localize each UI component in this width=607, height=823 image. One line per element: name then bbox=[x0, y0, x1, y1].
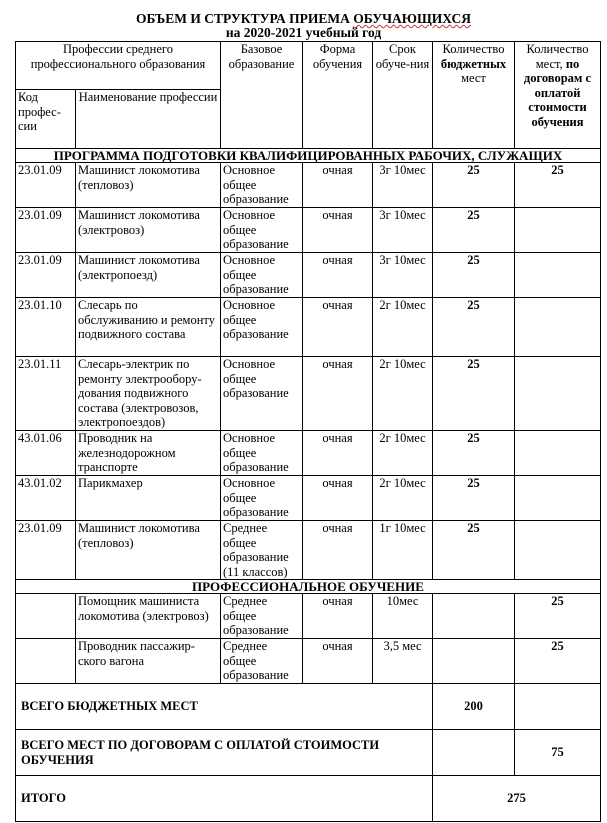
cell-budget: 25 bbox=[433, 208, 515, 253]
cell-name: Машинист локомотива (электровоз) bbox=[76, 208, 221, 253]
section-professional-row bbox=[16, 580, 601, 594]
cell-code: 23.01.09 bbox=[16, 253, 76, 298]
cell-paid bbox=[515, 253, 601, 298]
section-qualified-row bbox=[16, 149, 601, 163]
total-paid-row bbox=[16, 730, 601, 776]
table-row bbox=[16, 163, 601, 208]
title-part-2: ОБУЧАЮЩИХСЯ bbox=[353, 11, 472, 26]
cell-budget: 25 bbox=[433, 431, 515, 476]
cell-code bbox=[16, 594, 76, 639]
cell-paid bbox=[515, 298, 601, 357]
cell-budget bbox=[433, 594, 515, 639]
cell-budget bbox=[433, 639, 515, 684]
document-title bbox=[0, 12, 607, 26]
cell-code: 23.01.09 bbox=[16, 163, 76, 208]
total-overall-row-value: 275 bbox=[433, 776, 601, 822]
cell-base: Основное общее образование bbox=[221, 208, 303, 253]
header-base-education: Базовое образование bbox=[221, 42, 303, 149]
cell-budget: 25 bbox=[433, 357, 515, 431]
cell-form: очная bbox=[303, 208, 373, 253]
table-row bbox=[16, 357, 601, 431]
cell-base: Среднее общее образование bbox=[221, 594, 303, 639]
cell-name: Слесарь по обслуживанию и ремонту подвижного состава bbox=[76, 298, 221, 357]
cell-budget: 25 bbox=[433, 298, 515, 357]
total-paid-row-value: 75 bbox=[515, 730, 601, 776]
total-overall-row bbox=[16, 776, 601, 822]
cell-term: 3г 10мес bbox=[373, 208, 433, 253]
total-overall-row-label: ИТОГО bbox=[16, 776, 433, 822]
header-paid-places bbox=[515, 42, 601, 149]
table-row bbox=[16, 208, 601, 253]
cell-code: 23.01.09 bbox=[16, 208, 76, 253]
cell-form: очная bbox=[303, 476, 373, 521]
cell-paid bbox=[515, 208, 601, 253]
cell-base: Основное общее образование bbox=[221, 431, 303, 476]
cell-paid bbox=[515, 431, 601, 476]
cell-paid bbox=[515, 521, 601, 580]
cell-name: Проводник на железнодорожном транспорте bbox=[76, 431, 221, 476]
header-name: Наименование профессии bbox=[76, 90, 221, 149]
total-budget-row bbox=[16, 684, 601, 730]
cell-code bbox=[16, 639, 76, 684]
cell-name: Парикмахер bbox=[76, 476, 221, 521]
cell-term: 3г 10мес bbox=[373, 163, 433, 208]
cell-base: Основное общее образование bbox=[221, 298, 303, 357]
header-budget-part-1: Количество bbox=[442, 42, 505, 56]
table-row bbox=[16, 253, 601, 298]
table-row bbox=[16, 476, 601, 521]
cell-term: 10мес bbox=[373, 594, 433, 639]
cell-paid bbox=[515, 357, 601, 431]
header-code: Код профес-сии bbox=[16, 90, 76, 149]
cell-budget: 25 bbox=[433, 521, 515, 580]
total-budget-row-value bbox=[515, 684, 601, 730]
cell-code: 23.01.09 bbox=[16, 521, 76, 580]
header-professions-group: Профессии среднего профессионального образования bbox=[16, 42, 221, 90]
cell-form: очная bbox=[303, 253, 373, 298]
cell-code: 23.01.11 bbox=[16, 357, 76, 431]
cell-paid: 25 bbox=[515, 163, 601, 208]
header-budget-part-3: мест bbox=[461, 71, 486, 85]
header-row-top bbox=[16, 42, 601, 90]
cell-form: очная bbox=[303, 298, 373, 357]
cell-form: очная bbox=[303, 357, 373, 431]
header-study-form: Форма обучения bbox=[303, 42, 373, 149]
cell-code: 43.01.06 bbox=[16, 431, 76, 476]
cell-name: Слесарь-электрик по ремонту электрообору-дования подвижного состава (электровозов, электропоездов) bbox=[76, 357, 221, 431]
header-budget-places bbox=[433, 42, 515, 149]
table-row bbox=[16, 639, 601, 684]
cell-base: Основное общее образование bbox=[221, 476, 303, 521]
cell-form: очная bbox=[303, 639, 373, 684]
document-subtitle: на 2020-2021 учебный год bbox=[225, 25, 382, 40]
total-budget-row-label: ВСЕГО БЮДЖЕТНЫХ МЕСТ bbox=[16, 684, 433, 730]
cell-base: Основное общее образование bbox=[221, 357, 303, 431]
cell-term: 3г 10мес bbox=[373, 253, 433, 298]
header-budget-part-2: бюджетных bbox=[440, 56, 507, 71]
cell-name: Машинист локомотива (тепловоз) bbox=[76, 521, 221, 580]
cell-name: Проводник пассажир-ского вагона bbox=[76, 639, 221, 684]
header-paid-part-2: по договорам с оплатой стоимости обучения bbox=[523, 56, 592, 129]
cell-term: 3,5 мес bbox=[373, 639, 433, 684]
cell-code: 43.01.02 bbox=[16, 476, 76, 521]
title-part-1: ОБЪЕМ И СТРУКТУРА ПРИЕМА bbox=[135, 11, 354, 26]
header-study-term: Срок обуче-ния bbox=[373, 42, 433, 149]
cell-paid: 25 bbox=[515, 594, 601, 639]
cell-term: 2г 10мес bbox=[373, 298, 433, 357]
cell-budget: 25 bbox=[433, 476, 515, 521]
total-paid-row-value bbox=[433, 730, 515, 776]
table-row bbox=[16, 431, 601, 476]
section-qualified-title: ПРОГРАММА ПОДГОТОВКИ КВАЛИФИЦИРОВАННЫХ РАБОЧИХ, СЛУЖАЩИХ bbox=[16, 149, 601, 163]
cell-paid bbox=[515, 476, 601, 521]
cell-base: Среднее общее образование (11 классов) bbox=[221, 521, 303, 580]
total-paid-row-label: ВСЕГО МЕСТ ПО ДОГОВОРАМ С ОПЛАТОЙ СТОИМОСТИ ОБУЧЕНИЯ bbox=[16, 730, 433, 776]
cell-base: Среднее общее образование bbox=[221, 639, 303, 684]
section-professional-title: ПРОФЕССИОНАЛЬНОЕ ОБУЧЕНИЕ bbox=[16, 580, 601, 594]
cell-name: Машинист локомотива (тепловоз) bbox=[76, 163, 221, 208]
cell-term: 2г 10мес bbox=[373, 476, 433, 521]
cell-form: очная bbox=[303, 163, 373, 208]
cell-form: очная bbox=[303, 594, 373, 639]
cell-form: очная bbox=[303, 521, 373, 580]
cell-name: Помощник машиниста локомотива (электровоз) bbox=[76, 594, 221, 639]
cell-name: Машинист локомотива (электропоезд) bbox=[76, 253, 221, 298]
cell-code: 23.01.10 bbox=[16, 298, 76, 357]
cell-term: 1г 10мес bbox=[373, 521, 433, 580]
cell-budget: 25 bbox=[433, 253, 515, 298]
admission-table bbox=[15, 41, 601, 822]
total-budget-row-value: 200 bbox=[433, 684, 515, 730]
cell-term: 2г 10мес bbox=[373, 431, 433, 476]
table-row bbox=[16, 298, 601, 357]
cell-form: очная bbox=[303, 431, 373, 476]
table-row bbox=[16, 521, 601, 580]
cell-budget: 25 bbox=[433, 163, 515, 208]
cell-term: 2г 10мес bbox=[373, 357, 433, 431]
table-row bbox=[16, 594, 601, 639]
cell-base: Основное общее образование bbox=[221, 163, 303, 208]
cell-paid: 25 bbox=[515, 639, 601, 684]
header-paid-part-1: Количество мест, bbox=[526, 42, 589, 71]
cell-base: Основное общее образование bbox=[221, 253, 303, 298]
